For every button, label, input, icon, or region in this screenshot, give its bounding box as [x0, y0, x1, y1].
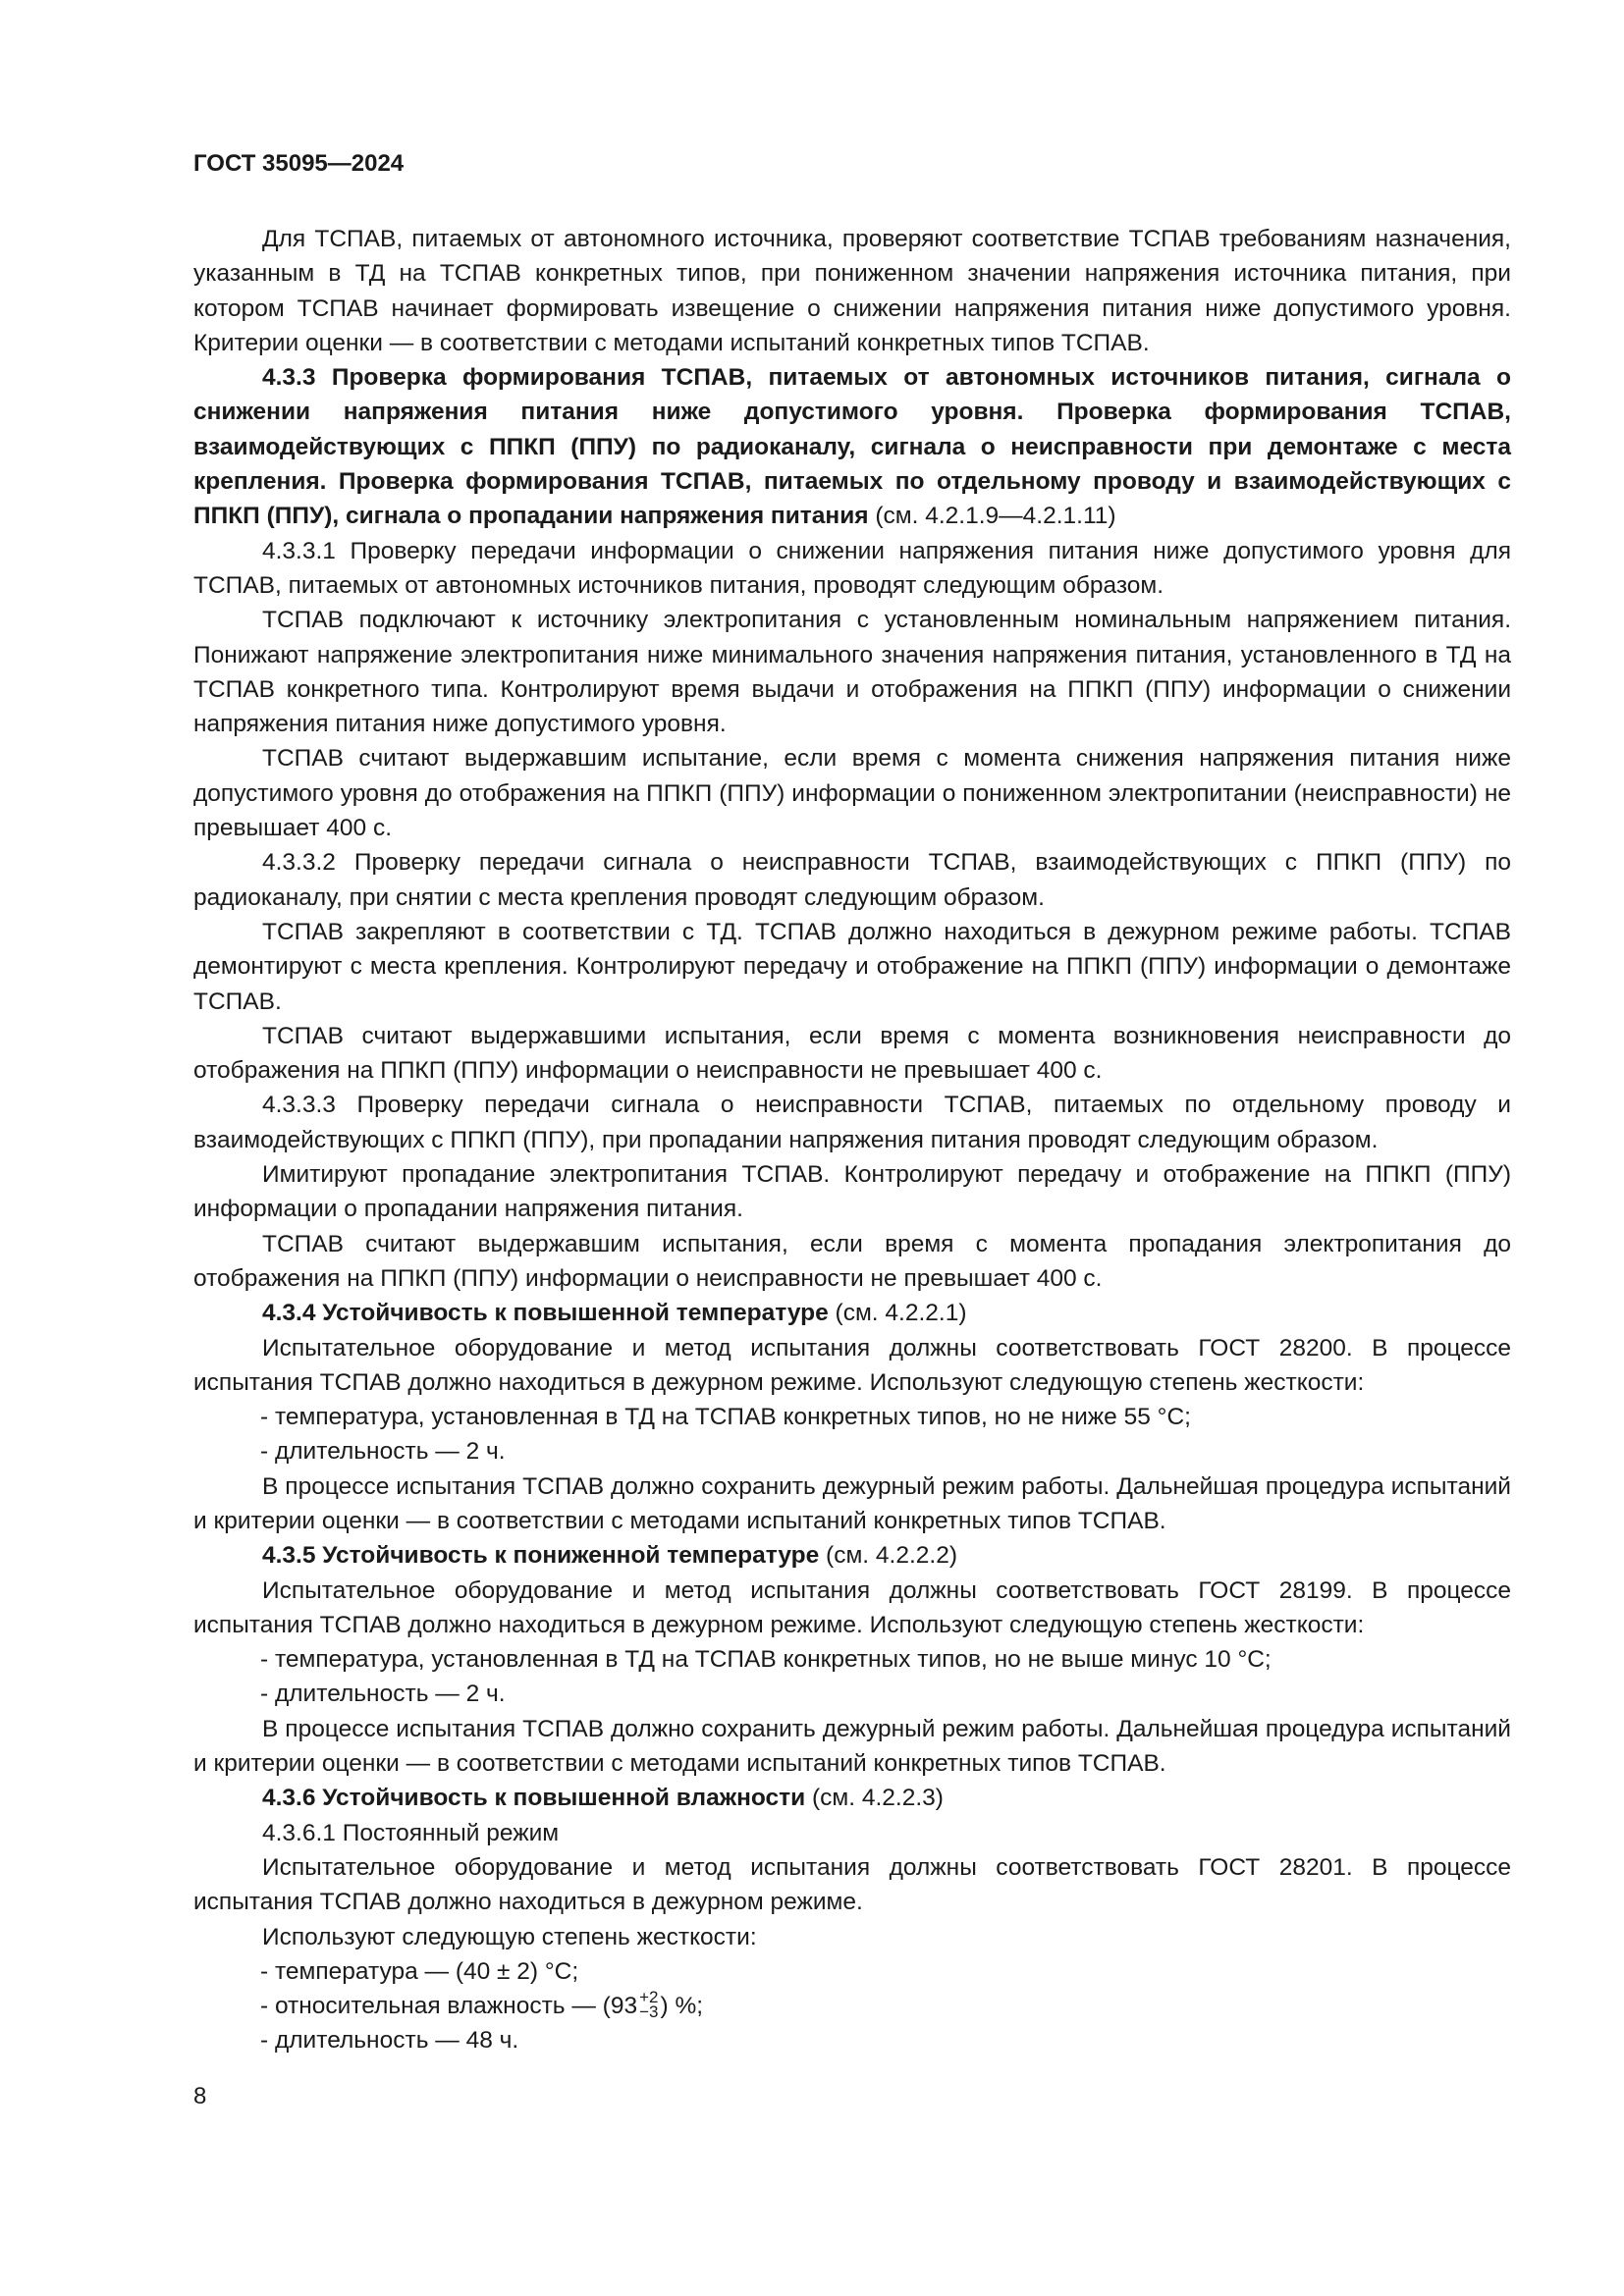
- paragraph-text: ТСПАВ считают выдержавшим испытание, если время с момента снижения напряжения питания ниже допустимого уровня до отображения на ППКП (ППУ) информации о пониженном электропитании (неисправности) не превышает 400 с.: [193, 745, 1511, 842]
- body-paragraph: [193, 1712, 1511, 1782]
- paragraph-text: - длительность — 2 ч.: [260, 1438, 506, 1466]
- paragraph-text: Используют следующую степень жесткости:: [262, 1923, 757, 1950]
- section-heading: 4.3.5 Устойчивость к пониженной температуре: [262, 1542, 820, 1570]
- section-heading: 4.3.4 Устойчивость к повышенной температуре: [262, 1300, 829, 1327]
- body-paragraph: [193, 1816, 1511, 1850]
- paragraph-text: ТСПАВ закрепляют в соответствии с ТД. ТСПАВ должно находиться в дежурном режиме работы. ТСПАВ демонтируют с места крепления. Контролируют передачу и отображение на ППКП (ППУ) информации о демонтаже ТСПАВ.: [193, 918, 1511, 1015]
- body-paragraph: [193, 845, 1511, 915]
- body-paragraph: [193, 915, 1511, 1019]
- paragraph-text: - температура, установленная в ТД на ТСПАВ конкретных типов, но не выше минус 10 °C;: [260, 1646, 1272, 1674]
- body-paragraph: [193, 1157, 1511, 1227]
- body-paragraph: [193, 1088, 1511, 1157]
- body-paragraph: [193, 603, 1511, 741]
- paragraph-text: 4.3.6.1 Постоянный режим: [262, 1819, 560, 1846]
- paragraph-text: (см. 4.2.1.9—4.2.1.11): [868, 503, 1116, 530]
- list-item: [193, 1989, 1511, 2023]
- tolerance-upper: +2: [639, 1987, 659, 2006]
- paragraph-text: - температура — (40 ± 2) °C;: [260, 1957, 579, 1985]
- paragraph-text: 4.3.3.2 Проверку передачи сигнала о неисправности ТСПАВ, взаимодействующих с ППКП (ППУ) по радиоканалу, при снятии с места крепления проводят следующим образом.: [193, 849, 1511, 911]
- tolerance-lower: −3: [639, 2002, 659, 2021]
- section-heading: 4.3.3 Проверка формирования ТСПАВ, питаемых от автономных источников питания, сигнала о снижении напряжения питания ниже допустимого уровня. Проверка формирования ТСПАВ, взаимодействующих с ППКП (ППУ) по радиоканалу, сигнала о неисправности при демонтаже с места крепления. Проверка формирования ТСПАВ, питаемых по отдельному проводу и взаимодействующих с ППКП (ППУ), сигнала о пропадании напряжения питания: [193, 364, 1511, 530]
- paragraph-text: 4.3.3.1 Проверку передачи информации о снижении напряжения питания ниже допустимого уровня для ТСПАВ, питаемых от автономных источников питания, проводят следующим образом.: [193, 537, 1511, 599]
- list-item: [193, 1400, 1511, 1434]
- paragraph-text: - относительная влажность — (93: [260, 1993, 638, 2020]
- list-item: [193, 1642, 1511, 1677]
- section-heading-paragraph: [193, 1296, 1511, 1330]
- paragraph-text: - температура, установленная в ТД на ТСПАВ конкретных типов, но не ниже 55 °C;: [260, 1404, 1191, 1431]
- paragraph-text: Для ТСПАВ, питаемых от автономного источника, проверяют соответствие ТСПАВ требованиям назначения, указанным в ТД на ТСПАВ конкретных типов, при пониженном значении напряжения источника питания, при котором ТСПАВ начинает формировать извещение о снижении напряжения питания ниже допустимого уровня. Критерии оценки — в соответствии с методами испытаний конкретных типов ТСПАВ.: [193, 226, 1511, 356]
- paragraph-text: - длительность — 2 ч.: [260, 1681, 506, 1708]
- paragraph-text: ТСПАВ подключают к источнику электропитания с установленным номинальным напряжением питания. Понижают напряжение электропитания ниже минимального значения напряжения питания, установленного в ТД на ТСПАВ конкретного типа. Контролируют время выдачи и отображения на ППКП (ППУ) информации о снижении напряжения питания ниже допустимого уровня.: [193, 607, 1511, 738]
- paragraph-text: Испытательное оборудование и метод испытания должны соответствовать ГОСТ 28199. В процессе испытания ТСПАВ должно находиться в дежурном режиме. Используют следующую степень жесткости:: [193, 1576, 1511, 1638]
- body-paragraph: [193, 1574, 1511, 1643]
- document-body: [193, 222, 1511, 2058]
- list-item: [193, 1677, 1511, 1711]
- paragraph-text: Испытательное оборудование и метод испытания должны соответствовать ГОСТ 28201. В процессе испытания ТСПАВ должно находиться в дежурном режиме.: [193, 1853, 1511, 1916]
- paragraph-text: Испытательное оборудование и метод испытания должны соответствовать ГОСТ 28200. В процессе испытания ТСПАВ должно находиться в дежурном режиме. Используют следующую степень жесткости:: [193, 1334, 1511, 1396]
- document-header: ГОСТ 35095—2024: [193, 150, 405, 177]
- body-paragraph: [193, 1469, 1511, 1539]
- paragraph-text: В процессе испытания ТСПАВ должно сохранить дежурный режим работы. Дальнейшая процедура испытаний и критерии оценки — в соответствии с методами испытаний конкретных типов ТСПАВ.: [193, 1472, 1511, 1534]
- body-paragraph: [193, 1019, 1511, 1089]
- section-heading-paragraph: [193, 1781, 1511, 1815]
- body-paragraph: [193, 1850, 1511, 1920]
- tolerance-sup-sub: [639, 1987, 659, 2021]
- body-paragraph: [193, 1227, 1511, 1297]
- body-paragraph: [193, 741, 1511, 845]
- paragraph-text: ТСПАВ считают выдержавшими испытания, если время с момента возникновения неисправности до отображения на ППКП (ППУ) информации о неисправности не превышает 400 с.: [193, 1022, 1511, 1085]
- list-item: [193, 1434, 1511, 1468]
- page-number: 8: [193, 2083, 207, 2109]
- paragraph-text-after: ) %;: [660, 1993, 704, 2020]
- body-paragraph: [193, 1331, 1511, 1401]
- body-paragraph: [193, 534, 1511, 604]
- paragraph-text: ТСПАВ считают выдержавшим испытания, если время с момента пропадания электропитания до отображения на ППКП (ППУ) информации о неисправности не превышает 400 с.: [193, 1230, 1511, 1292]
- list-item: [193, 1954, 1511, 1989]
- paragraph-text: В процессе испытания ТСПАВ должно сохранить дежурный режим работы. Дальнейшая процедура испытаний и критерии оценки — в соответствии с методами испытаний конкретных типов ТСПАВ.: [193, 1715, 1511, 1778]
- body-paragraph: [193, 1920, 1511, 1954]
- list-item: [193, 2023, 1511, 2057]
- paragraph-text: 4.3.3.3 Проверку передачи сигнала о неисправности ТСПАВ, питаемых по отдельному проводу и взаимодействующих с ППКП (ППУ), при пропадании напряжения питания проводят следующим образом.: [193, 1092, 1511, 1153]
- section-heading-paragraph: [193, 1538, 1511, 1573]
- body-paragraph: [193, 222, 1511, 360]
- paragraph-text: Имитируют пропадание электропитания ТСПАВ. Контролируют передачу и отображение на ППКП (ППУ) информации о пропадании напряжения питания.: [193, 1161, 1511, 1223]
- section-heading-paragraph: [193, 360, 1511, 533]
- paragraph-text: (см. 4.2.2.2): [819, 1542, 957, 1570]
- section-heading: 4.3.6 Устойчивость к повышенной влажности: [262, 1785, 806, 1812]
- paragraph-text: - длительность — 48 ч.: [260, 2027, 519, 2055]
- paragraph-text: (см. 4.2.2.3): [805, 1785, 944, 1812]
- paragraph-text: (см. 4.2.2.1): [828, 1300, 967, 1327]
